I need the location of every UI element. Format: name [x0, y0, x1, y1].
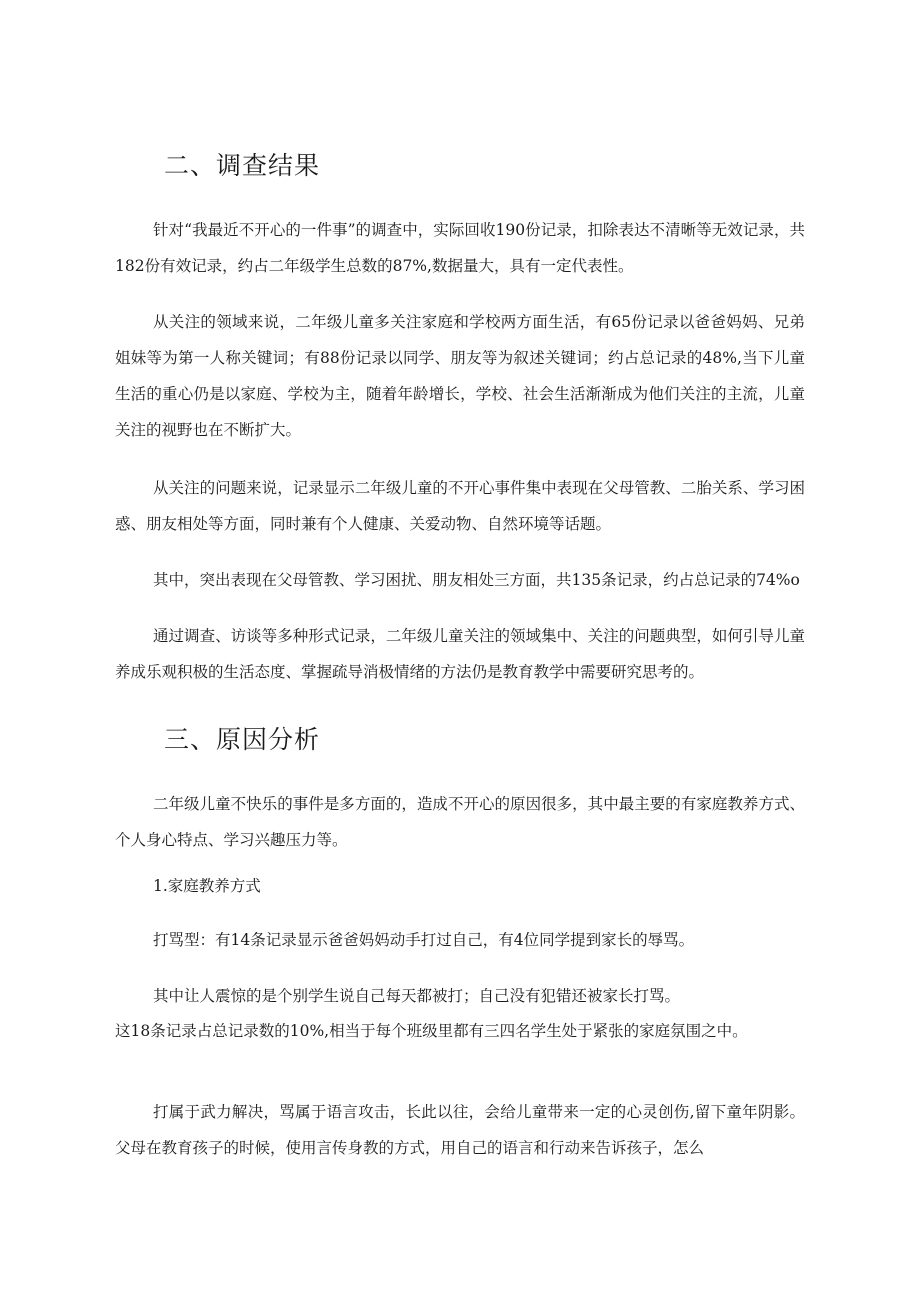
paragraph-violence-effects: 打属于武力解决，骂属于语言攻击，长此以往，会给儿童带来一定的心灵创伤,留下童年阴影。父母在教育孩子的时候，使用言传身教的方式，用自己的语言和行动来告诉孩子，怎么 [115, 1103, 805, 1157]
paragraph-focus-areas: 从关注的领域来说，二年级儿童多关注家庭和学校两方面生活，有65份记录以爸爸妈妈、兄弟姐妹等为第一人称关键词；有88份记录以同学、朋友等为叙述关键词；约占总记录的48%,当下儿童生活的重心仍是以家庭、学校为主，随着年龄增长，学校、社会生活渐渐成为他们关注的主流，儿童关注的视野也在不断扩大。 [115, 313, 805, 439]
section-heading-cause-analysis: 三、原因分析 [164, 725, 321, 754]
paragraph-beating-type: 打骂型：有14条记录显示爸爸妈妈动手打过自己，有4位同学提到家长的辱骂。 [153, 931, 695, 949]
subheading-family-upbringing: 1.家庭教养方式 [153, 877, 261, 895]
paragraph-shocking-cases: 其中让人震惊的是个别学生说自己每天都被打；自己没有犯错还被家长打骂。 [153, 987, 681, 1005]
paragraph-survey-overview: 针对“我最近不开心的一件事”的调查中，实际回收190份记录，扣除表达不清晰等无效记录，共182份有效记录，约占二年级学生总数的87%,数据量大，具有一定代表性。 [115, 221, 805, 275]
paragraph-cause-intro: 二年级儿童不快乐的事件是多方面的，造成不开心的原因很多，其中最主要的有家庭教养方式、个人身心特点、学习兴趣压力等。 [115, 795, 805, 849]
paragraph-survey-conclusion: 通过调查、访谈等多种形式记录，二年级儿童关注的领域集中、关注的问题典型，如何引导儿童养成乐观积极的生活态度、掌握疏导消极情绪的方法仍是教育教学中需要研究思考的。 [115, 627, 805, 681]
paragraph-focus-issues: 从关注的问题来说，记录显示二年级儿童的不开心事件集中表现在父母管教、二胎关系、学习困惑、朋友相处等方面，同时兼有个人健康、关爱动物、自然环境等话题。 [115, 479, 805, 533]
section-heading-survey-results: 二、调查结果 [164, 151, 321, 180]
paragraph-main-issues: 其中，突出表现在父母管教、学习困扰、朋友相处三方面，共135条记录，约占总记录的74%o [153, 571, 800, 589]
paragraph-record-share: 这18条记录占总记录数的10%,相当于每个班级里都有三四名学生处于紧张的家庭氛围之中。 [115, 1022, 748, 1040]
